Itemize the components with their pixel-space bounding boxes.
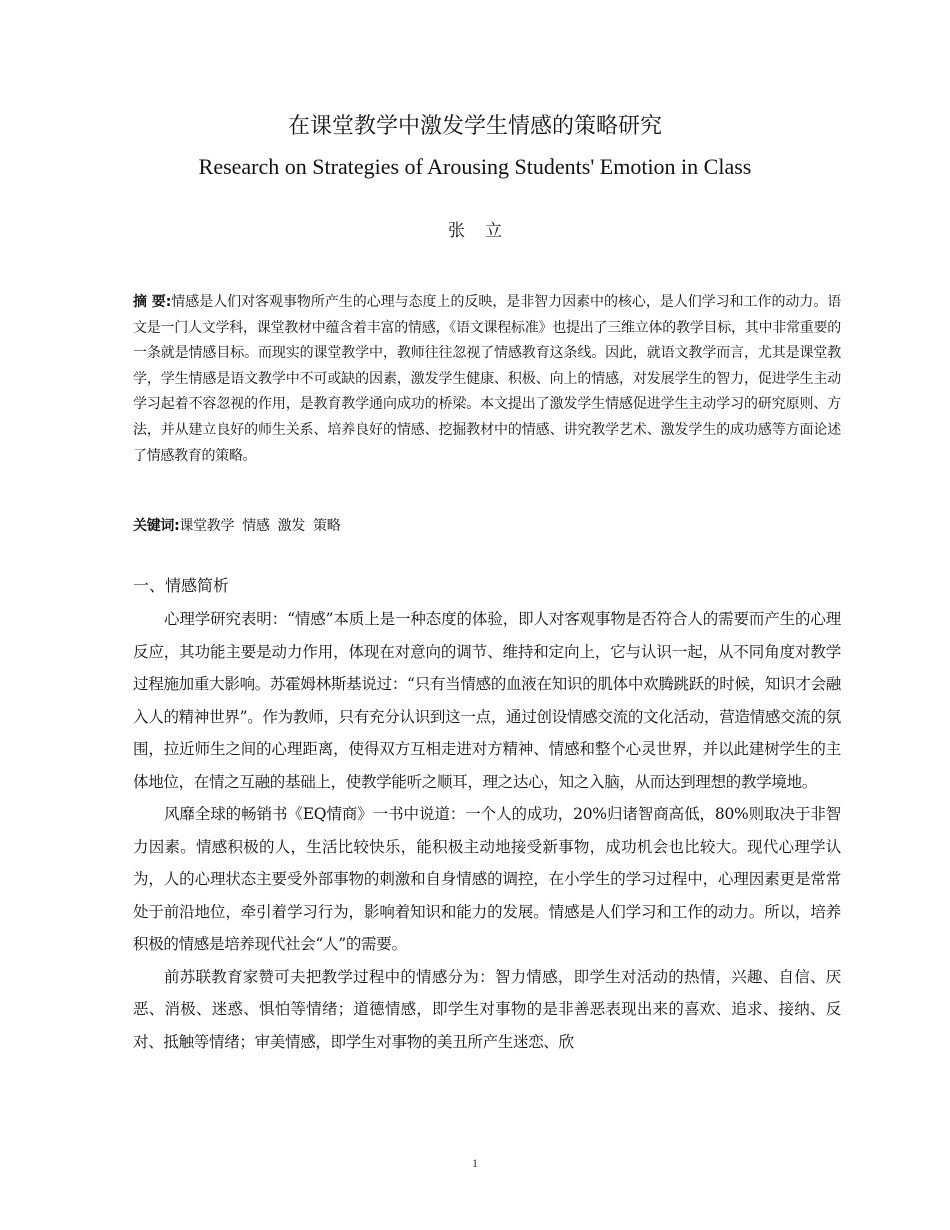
section-heading: 一、情感简析 [133, 576, 230, 595]
abstract-text: 情感是人们对客观事物所产生的心理与态度上的反映，是非智力因素中的核心，是人们学习和工作的动力。语文是一门人文学科，课堂教材中蕴含着丰富的情感，《语文课程标准》也提出了三维立体的教学目标，其中非常重要的一条就是情感目标。而现实的课堂教学中，教师往往忽视了情感教育这条线。因此，就语文教学而言，尤其是课堂教学，学生情感是语文教学中不可或缺的因素，激发学生健康、积极、向上的情感，对发展学生的智力，促进学生主动学习起着不容忽视的作用，是教育教学通向成功的桥梁。本文提出了激发学生情感促进学生主动学习的研究原则、方法，并从建立良好的师生关系、培养良好的情感、挖掘教材中的情感、讲究教学艺术、激发学生的成功感等方面论述了情感教育的策略。 [133, 294, 841, 464]
section-body [133, 603, 841, 1058]
body-paragraph: 风靡全球的畅销书《EQ情商》一书中说道：一个人的成功，20%归诸智商高低，80%则取决于非智力因素。情感积极的人，生活比较快乐，能积极主动地接受新事物，成功机会也比较大。现代心理学认为，人的心理状态主要受外部事物的刺激和自身情感的调控，在小学生的学习过程中，心理因素更是常常处于前沿地位，牵引着学习行为，影响着知识和能力的发展。情感是人们学习和工作的动力。所以，培养积极的情感是培养现代社会“人”的需要。 [133, 805, 841, 953]
abstract [133, 290, 841, 469]
keywords-label: 关键词: [133, 518, 180, 534]
title-chinese: 在课堂教学中激发学生情感的策略研究 [287, 114, 662, 139]
title-english: Research on Strategies of Arousing Students' Emotion in Class [198, 154, 752, 179]
abstract-label: 摘 要: [133, 294, 172, 310]
body-paragraph: 前苏联教育家赞可夫把教学过程中的情感分为：智力情感，即学生对活动的热情，兴趣、自信、厌恶、消极、迷惑、惧怕等情绪；道德情感，即学生对事物的是非善恶表现出来的喜欢、追求、接纳、反对、抵触等情绪；审美情感，即学生对事物的美丑所产生迷恋、欣 [133, 967, 841, 1051]
keyword-item: 策略 [313, 518, 341, 534]
body-paragraph: 心理学研究表明：“情感”本质上是一种态度的体验，即人对客观事物是否符合人的需要而产生的心理反应，其功能主要是动力作用，体现在对意向的调节、维持和定向上，它与认识一起，从不同角度对教学过程施加重大影响。苏霍姆林斯基说过：“只有当情感的血液在知识的肌体中欢腾跳跃的时候，知识才会融入人的精神世界”。作为教师，只有充分认识到这一点，通过创设情感交流的文化活动，营造情感交流的氛围，拉近师生之间的心理距离，使得双方互相走进对方精神、情感和整个心灵世界，并以此建树学生的主体地位，在情之互融的基础上，使教学能听之顺耳，理之达心，知之入脑，从而达到理想的教学境地。 [133, 610, 841, 791]
page-number: 1 [472, 1156, 478, 1170]
keyword-item: 情感 [242, 518, 270, 534]
keyword-item: 课堂教学 [179, 518, 235, 534]
keywords [133, 514, 841, 538]
keyword-item: 激发 [277, 518, 306, 534]
author-name: 张立 [448, 221, 522, 241]
